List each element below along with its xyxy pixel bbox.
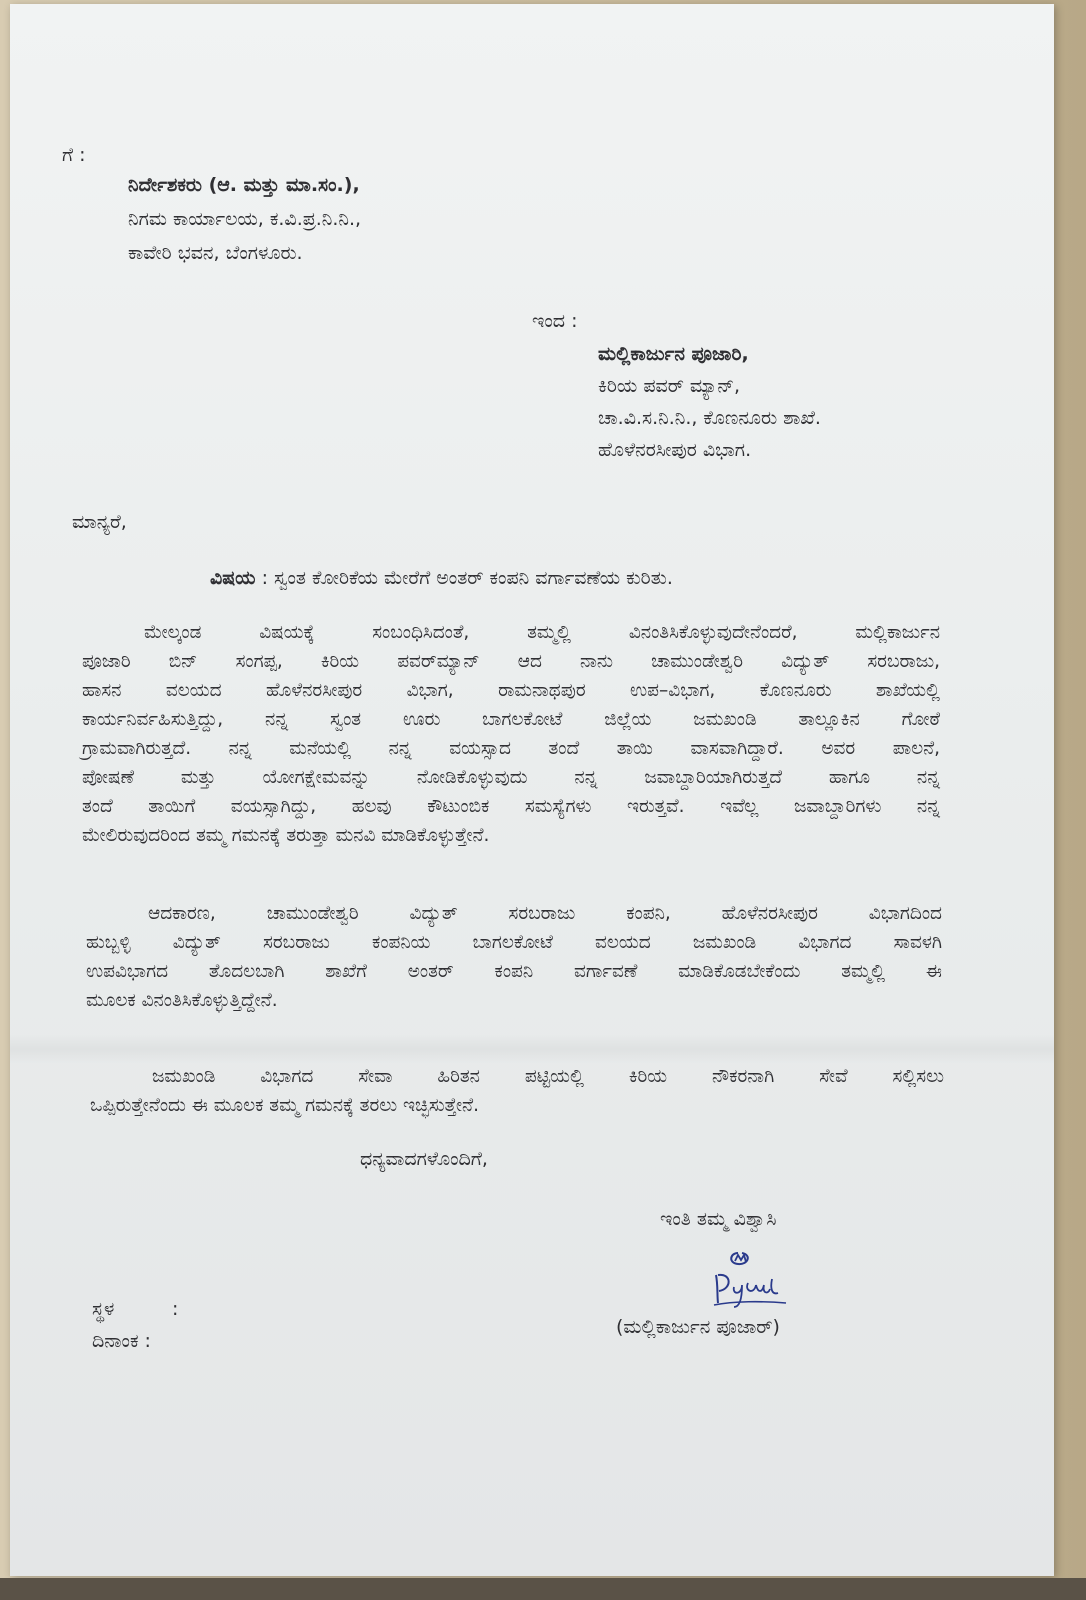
from-label: ಇಂದ :: [532, 310, 578, 332]
from-line-4: ಹೊಳೆನರಸೀಪುರ ವಿಭಾಗ.: [598, 439, 752, 461]
paragraph-line: ತಂದೆ ತಾಯಿಗೆ ವಯಸ್ಸಾಗಿದ್ದು, ಹಲವು ಕೌಟುಂಬಿಕ ಸಮಸ್ಯೆಗಳು ಇರುತ್ತವೆ. ಇವೆಲ್ಲ ಜವಾಬ್ದಾರಿಗಳು ನನ್ನ: [82, 796, 940, 817]
date-label: ದಿನಾಂಕ :: [92, 1330, 151, 1352]
to-label: ಗೆ :: [62, 144, 86, 166]
subject-text: : ಸ್ವಂತ ಕೋರಿಕೆಯ ಮೇರೆಗೆ ಅಂತರ್ ಕಂಪನಿ ವರ್ಗಾವಣೆಯ ಕುರಿತು.: [261, 567, 673, 589]
from-line-1: ಮಲ್ಲಿಕಾರ್ಜುನ ಪೂಜಾರಿ,: [598, 343, 749, 365]
paragraph-line: ಗ್ರಾಮವಾಗಿರುತ್ತದೆ. ನನ್ನ ಮನೆಯಲ್ಲಿ ನನ್ನ ವಯಸ್ಸಾದ ತಂದೆ ತಾಯಿ ವಾಸವಾಗಿದ್ದಾರೆ. ಅವರ ಪಾಲನೆ,: [82, 738, 940, 759]
to-line-1: ನಿರ್ದೇಶಕರು (ಆ. ಮತ್ತು ಮಾ.ಸಂ.),: [128, 174, 360, 196]
body-paragraph-1: [82, 618, 940, 850]
paragraph-line: ಜಮಖಂಡಿ ವಿಭಾಗದ ಸೇವಾ ಹಿರಿತನ ಪಟ್ಟಿಯಲ್ಲಿ ಕಿರಿಯ ನೌಕರನಾಗಿ ಸೇವೆ ಸಲ್ಲಿಸಲು: [152, 1066, 944, 1087]
paragraph-line: ಮೂಲಕ ವಿನಂತಿಸಿಕೊಳ್ಳುತ್ತಿದ್ದೇನೆ.: [86, 990, 278, 1011]
paragraph-line: ಕಾರ್ಯನಿರ್ವಹಿಸುತ್ತಿದ್ದು, ನನ್ನ ಸ್ವಂತ ಊರು ಬಾಗಲಕೋಟೆ ಜಿಲ್ಲೆಯ ಜಮಖಂಡಿ ತಾಲ್ಲೂಕಿನ ಗೋಠೆ: [82, 709, 940, 730]
paragraph-line: ಹುಬ್ಬಳ್ಳಿ ವಿದ್ಯುತ್ ಸರಬರಾಜು ಕಂಪನಿಯ ಬಾಗಲಕೋಟೆ ವಲಯದ ಜಮಖಂಡಿ ವಿಭಾಗದ ಸಾವಳಗಿ: [86, 932, 942, 953]
paragraph-line: ಪೋಷಣೆ ಮತ್ತು ಯೋಗಕ್ಷೇಮವನ್ನು ನೋಡಿಕೊಳ್ಳುವುದು ನನ್ನ ಜವಾಬ್ದಾರಿಯಾಗಿರುತ್ತದೆ ಹಾಗೂ ನನ್ನ: [82, 767, 940, 788]
from-line-2: ಕಿರಿಯ ಪವರ್ ಮ್ಯಾನ್,: [598, 375, 741, 397]
body-paragraph-2: [86, 899, 942, 1015]
paper-fold-shadow: [10, 1034, 1054, 1064]
place-colon: :: [172, 1298, 179, 1320]
paragraph-line: ಉಪವಿಭಾಗದ ತೊದಲಬಾಗಿ ಶಾಖೆಗೆ ಅಂತರ್ ಕಂಪನಿ ವರ್ಗಾವಣೆ ಮಾಡಿಕೊಡಬೇಕೆಂದು ತಮ್ಮಲ್ಲಿ ಈ: [86, 961, 942, 982]
from-line-3: ಚಾ.ವಿ.ಸ.ನಿ.ನಿ., ಕೊಣನೂರು ಶಾಖೆ.: [598, 407, 821, 429]
paragraph-line: ಮೇಲ್ಕಂಡ ವಿಷಯಕ್ಕೆ ಸಂಬಂಧಿಸಿದಂತೆ, ತಮ್ಮಲ್ಲಿ ವಿನಂತಿಸಿಕೊಳ್ಳುವುದೇನೆಂದರೆ, ಮಲ್ಲಿಕಾರ್ಜುನ: [144, 622, 940, 643]
thanks-line: ಧನ್ಯವಾದಗಳೊಂದಿಗೆ,: [360, 1148, 488, 1170]
signatory-name: (ಮಲ್ಲಿಕಾರ್ಜುನ ಪೂಜಾರ್): [616, 1316, 780, 1338]
to-line-2: ನಿಗಮ ಕಾರ್ಯಾಲಯ, ಕ.ವಿ.ಪ್ರ.ನಿ.ನಿ.,: [128, 208, 362, 230]
subject-label: ವಿಷಯ: [210, 567, 256, 589]
body-paragraph-3: [90, 1062, 944, 1120]
paragraph-line: ಹಾಸನ ವಲಯದ ಹೊಳೆನರಸೀಪುರ ವಿಭಾಗ, ರಾಮನಾಥಪುರ ಉಪ–ವಿಭಾಗ, ಕೊಣನೂರು ಶಾಖೆಯಲ್ಲಿ: [82, 680, 940, 701]
salutation: ಮಾನ್ಯರೆ,: [72, 511, 127, 533]
paragraph-line: ಪೂಜಾರಿ ಬಿನ್ ಸಂಗಪ್ಪ, ಕಿರಿಯ ಪವರ್‌ಮ್ಯಾನ್ ಆದ ನಾನು ಚಾಮುಂಡೇಶ್ವರಿ ವಿದ್ಯುತ್ ಸರಬರಾಜು,: [82, 651, 940, 672]
paragraph-line: ಆದಕಾರಣ, ಚಾಮುಂಡೇಶ್ವರಿ ವಿದ್ಯುತ್ ಸರಬರಾಜು ಕಂಪನಿ, ಹೊಳೆನರಸೀಪುರ ವಿಭಾಗದಿಂದ: [148, 903, 942, 924]
closing-line: ಇಂತಿ ತಮ್ಮ ವಿಶ್ವಾಸಿ: [660, 1208, 777, 1230]
place-label: ಸ್ಥಳ: [92, 1298, 115, 1320]
to-line-3: ಕಾವೇರಿ ಭವನ, ಬೆಂಗಳೂರು.: [128, 242, 303, 264]
background-surface: [0, 1578, 1086, 1600]
paragraph-line: ಒಪ್ಪಿರುತ್ತೇನೆಂದು ಈ ಮೂಲಕ ತಮ್ಮ ಗಮನಕ್ಕೆ ತರಲು ಇಚ್ಛಿಸುತ್ತೇನೆ.: [90, 1095, 479, 1116]
subject-line: [210, 569, 673, 588]
handwritten-signature: [708, 1249, 790, 1311]
paragraph-line: ಮೇಲಿರುವುದರಿಂದ ತಮ್ಮ ಗಮನಕ್ಕೆ ತರುತ್ತಾ ಮನವಿ ಮಾಡಿಕೊಳ್ಳುತ್ತೇನೆ.: [82, 825, 490, 846]
letter-sheet: [10, 4, 1054, 1576]
